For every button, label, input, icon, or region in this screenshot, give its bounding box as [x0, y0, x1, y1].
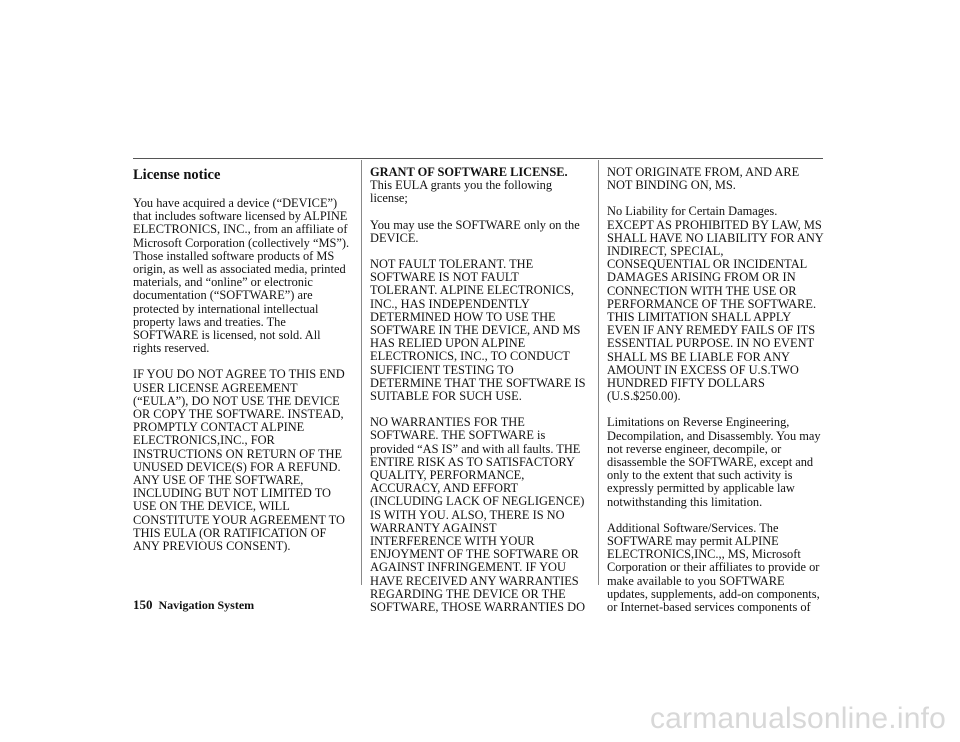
grant-paragraph: This EULA grants you the following license; [370, 178, 553, 206]
top-rule [133, 158, 823, 159]
agreement-paragraph: IF YOU DO NOT AGREE TO THIS END USER LICENSE AGREEMENT (“EULA”), DO NOT USE THE DEVICE OR COPY THE SOFTWARE. INSTEAD, PROMPTLY CONTACT ALPINE ELECTRONICS,INC., FOR INSTRUCTIONS ON RETURN OF THE UNUSED DEVICE(S) FOR A REFUND. ANY USE OF THE SOFTWARE, INCLUDING BUT NOT LIMITED TO USE ON THE DEVICE, WILL CONSTITUTE YOUR AGREEMENT TO THIS EULA (OR RATIFICATION OF ANY PREVIOUS CONSENT). [133, 367, 345, 554]
reverse-engineering-paragraph: Limitations on Reverse Engineering, Decompilation, and Disassembly. You may not reverse engineer, decompile, or disassemble the SOFTWARE, except and only to the extent that such activity is expressly permitted by applicable law notwithstanding this limitation. [607, 415, 821, 509]
binding-paragraph: NOT ORIGINATE FROM, AND ARE NOT BINDING ON, MS. [607, 165, 800, 193]
page-title: License notice [133, 167, 221, 183]
watermark: carmanualsonline.info [649, 702, 946, 735]
device-use-paragraph: You may use the SOFTWARE only on the DEVICE. [370, 217, 580, 245]
page-footer [133, 598, 254, 612]
column-divider [361, 160, 362, 585]
fault-tolerant-paragraph: NOT FAULT TOLERANT. THE SOFTWARE IS NOT FAULT TOLERANT. ALPINE ELECTRONICS, INC., HAS INDEPENDENTLY DETERMINED HOW TO USE THE SOFTWARE IN THE DEVICE, AND MS HAS RELIED UPON ALPINE ELECTRONICS, INC., TO CONDUCT SUFFICIENT TESTING TO DETERMINE THAT THE SOFTWARE IS SUITABLE FOR SUCH USE. [370, 257, 586, 404]
section-name: Navigation System [158, 598, 255, 612]
column-2 [370, 166, 588, 627]
column-3 [607, 166, 825, 627]
additional-software-paragraph: Additional Software/Services. The SOFTWARE may permit ALPINE ELECTRONICS,INC.,, MS, Microsoft Corporation or their affiliates to provide or make available to you SOFTWARE updates, supplements, add-on components, or Internet-based services components of [607, 520, 820, 615]
warranties-paragraph: NO WARRANTIES FOR THE SOFTWARE. THE SOFTWARE is provided “AS IS” and with all faults. THE ENTIRE RISK AS TO SATISFACTORY QUALITY, PERFORMANCE, ACCURACY, AND EFFORT (INCLUDING LACK OF NEGLIGENCE) IS WITH YOU. ALSO, THERE IS NO WARRANTY AGAINST INTERFERENCE WITH YOUR ENJOYMENT OF THE SOFTWARE OR AGAINST INFRINGEMENT. IF YOU HAVE RECEIVED ANY WARRANTIES REGARDING THE DEVICE OR THE SOFTWARE, THOSE WARRANTIES DO [370, 415, 586, 615]
grant-heading: GRANT OF SOFTWARE LICENSE. [370, 165, 568, 179]
intro-paragraph: You have acquired a device (“DEVICE”) that includes software licensed by ALPINE ELECTRONICS, INC., from an affiliate of Microsoft Corporation (collectively “MS”). Those installed software products of MS origin, as well as associated media, printed materials, and “online” or electronic documentation (“SOFTWARE”) are protected by international intellectual property laws and treaties. The SOFTWARE is licensed, not sold. All rights reserved. [133, 196, 350, 356]
liability-paragraph: No Liability for Certain Damages. EXCEPT AS PROHIBITED BY LAW, MS SHALL HAVE NO LIABILITY FOR ANY INDIRECT, SPECIAL, CONSEQUENTIAL OR INCIDENTAL DAMAGES ARISING FROM OR IN CONNECTION WITH THE USE OR PERFORMANCE OF THE SOFTWARE. THIS LIMITATION SHALL APPLY EVEN IF ANY REMEDY FAILS OF ITS ESSENTIAL PURPOSE. IN NO EVENT SHALL MS BE LIABLE FOR ANY AMOUNT IN EXCESS OF U.S.TWO HUNDRED FIFTY DOLLARS (U.S.$250.00). [607, 204, 824, 404]
column-divider [598, 160, 599, 585]
column-1 [133, 166, 351, 566]
page-number: 150 [133, 597, 153, 612]
